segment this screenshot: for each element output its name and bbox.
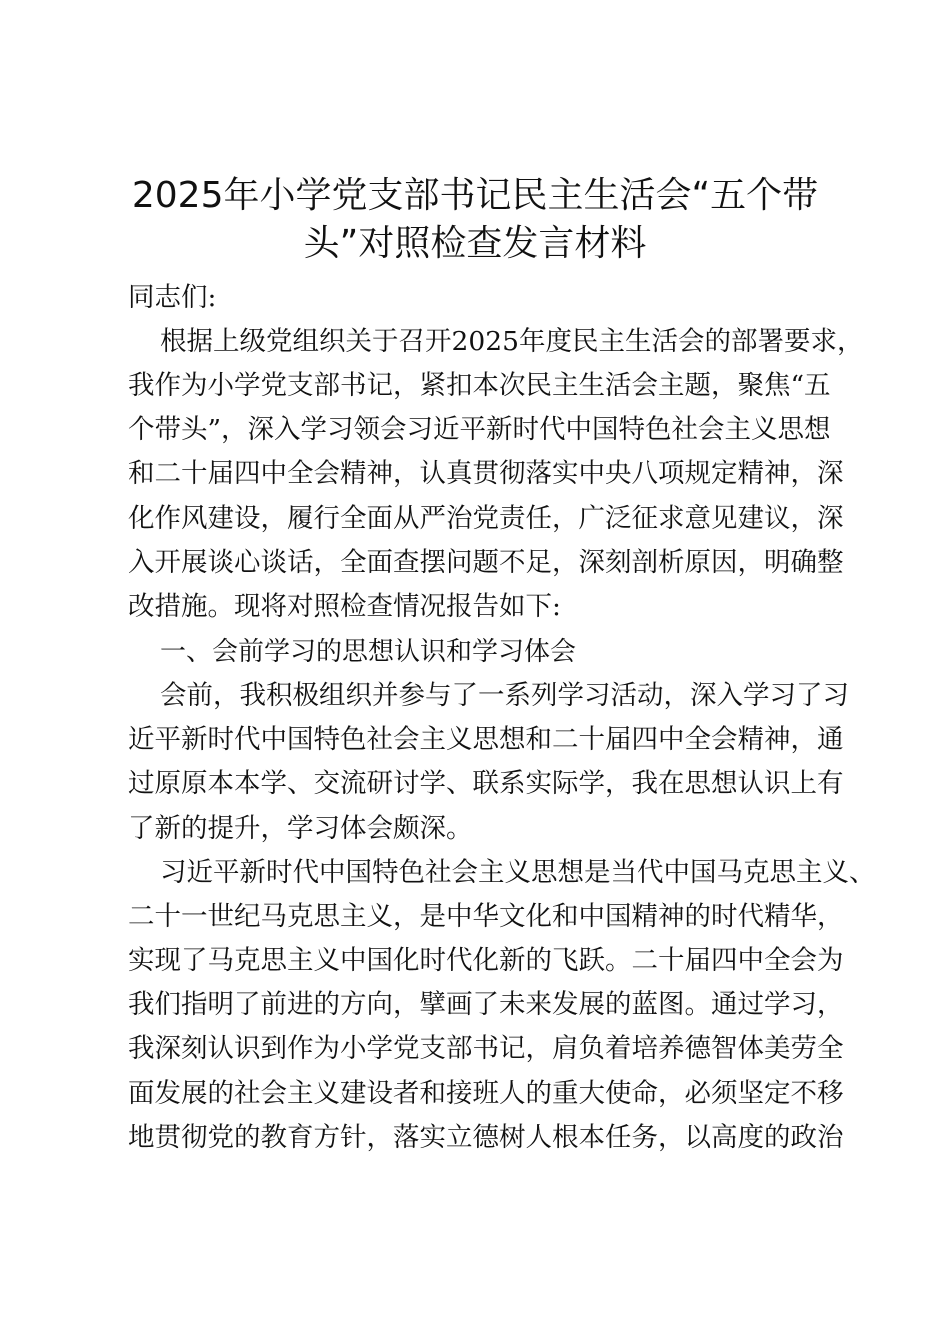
document-title-line-1: 2025年小学党支部书记民主生活会“五个带: [131, 175, 819, 216]
paragraph-line: 二十一世纪马克思主义，是中华文化和中国精神的时代精华，: [128, 901, 844, 932]
paragraph-line: 了新的提升，学习体会颇深。: [128, 813, 473, 844]
document-title-line-2: 头”对照检查发言材料: [303, 223, 647, 264]
paragraph-line: 改措施。现将对照检查情况报告如下:: [128, 591, 561, 622]
paragraph-line: 我们指明了前进的方向，擘画了未来发展的蓝图。通过学习，: [128, 989, 844, 1020]
paragraph-line: 我深刻认识到作为小学党支部书记，肩负着培养德智体美劳全: [128, 1033, 844, 1064]
paragraph-line: 入开展谈心谈话，全面查摆问题不足，深刻剖析原因，明确整: [128, 547, 844, 578]
paragraph-line: 过原原本本学、交流研讨学、联系实际学，我在思想认识上有: [128, 768, 844, 799]
paragraph-line: 根据上级党组织关于召开2025年度民主生活会的部署要求，: [160, 326, 864, 357]
section-heading: 一、会前学习的思想认识和学习体会: [160, 637, 577, 667]
paragraph-line: 习近平新时代中国特色社会主义思想是当代中国马克思主义、: [160, 857, 876, 888]
paragraph-line: 和二十届四中全会精神，认真贯彻落实中央八项规定精神，深: [128, 458, 844, 489]
paragraph-line: 会前，我积极组织并参与了一系列学习活动，深入学习了习: [160, 680, 849, 711]
paragraph-line: 化作风建设，履行全面从严治党责任，广泛征求意见建议，深: [128, 503, 844, 534]
paragraph-line: 实现了马克思主义中国化时代化新的飞跃。二十届四中全会为: [128, 945, 844, 976]
paragraph-line: 面发展的社会主义建设者和接班人的重大使命，必须坚定不移: [128, 1078, 844, 1109]
paragraph-line: 地贯彻党的教育方针，落实立德树人根本任务，以高度的政治: [128, 1122, 844, 1153]
salutation: 同志们:: [128, 282, 217, 313]
paragraph-line: 个带头”，深入学习领会习近平新时代中国特色社会主义思想: [128, 414, 831, 445]
paragraph-line: 近平新时代中国特色社会主义思想和二十届四中全会精神，通: [128, 724, 844, 755]
paragraph-line: 我作为小学党支部书记，紧扣本次民主生活会主题，聚焦“五: [128, 370, 831, 401]
